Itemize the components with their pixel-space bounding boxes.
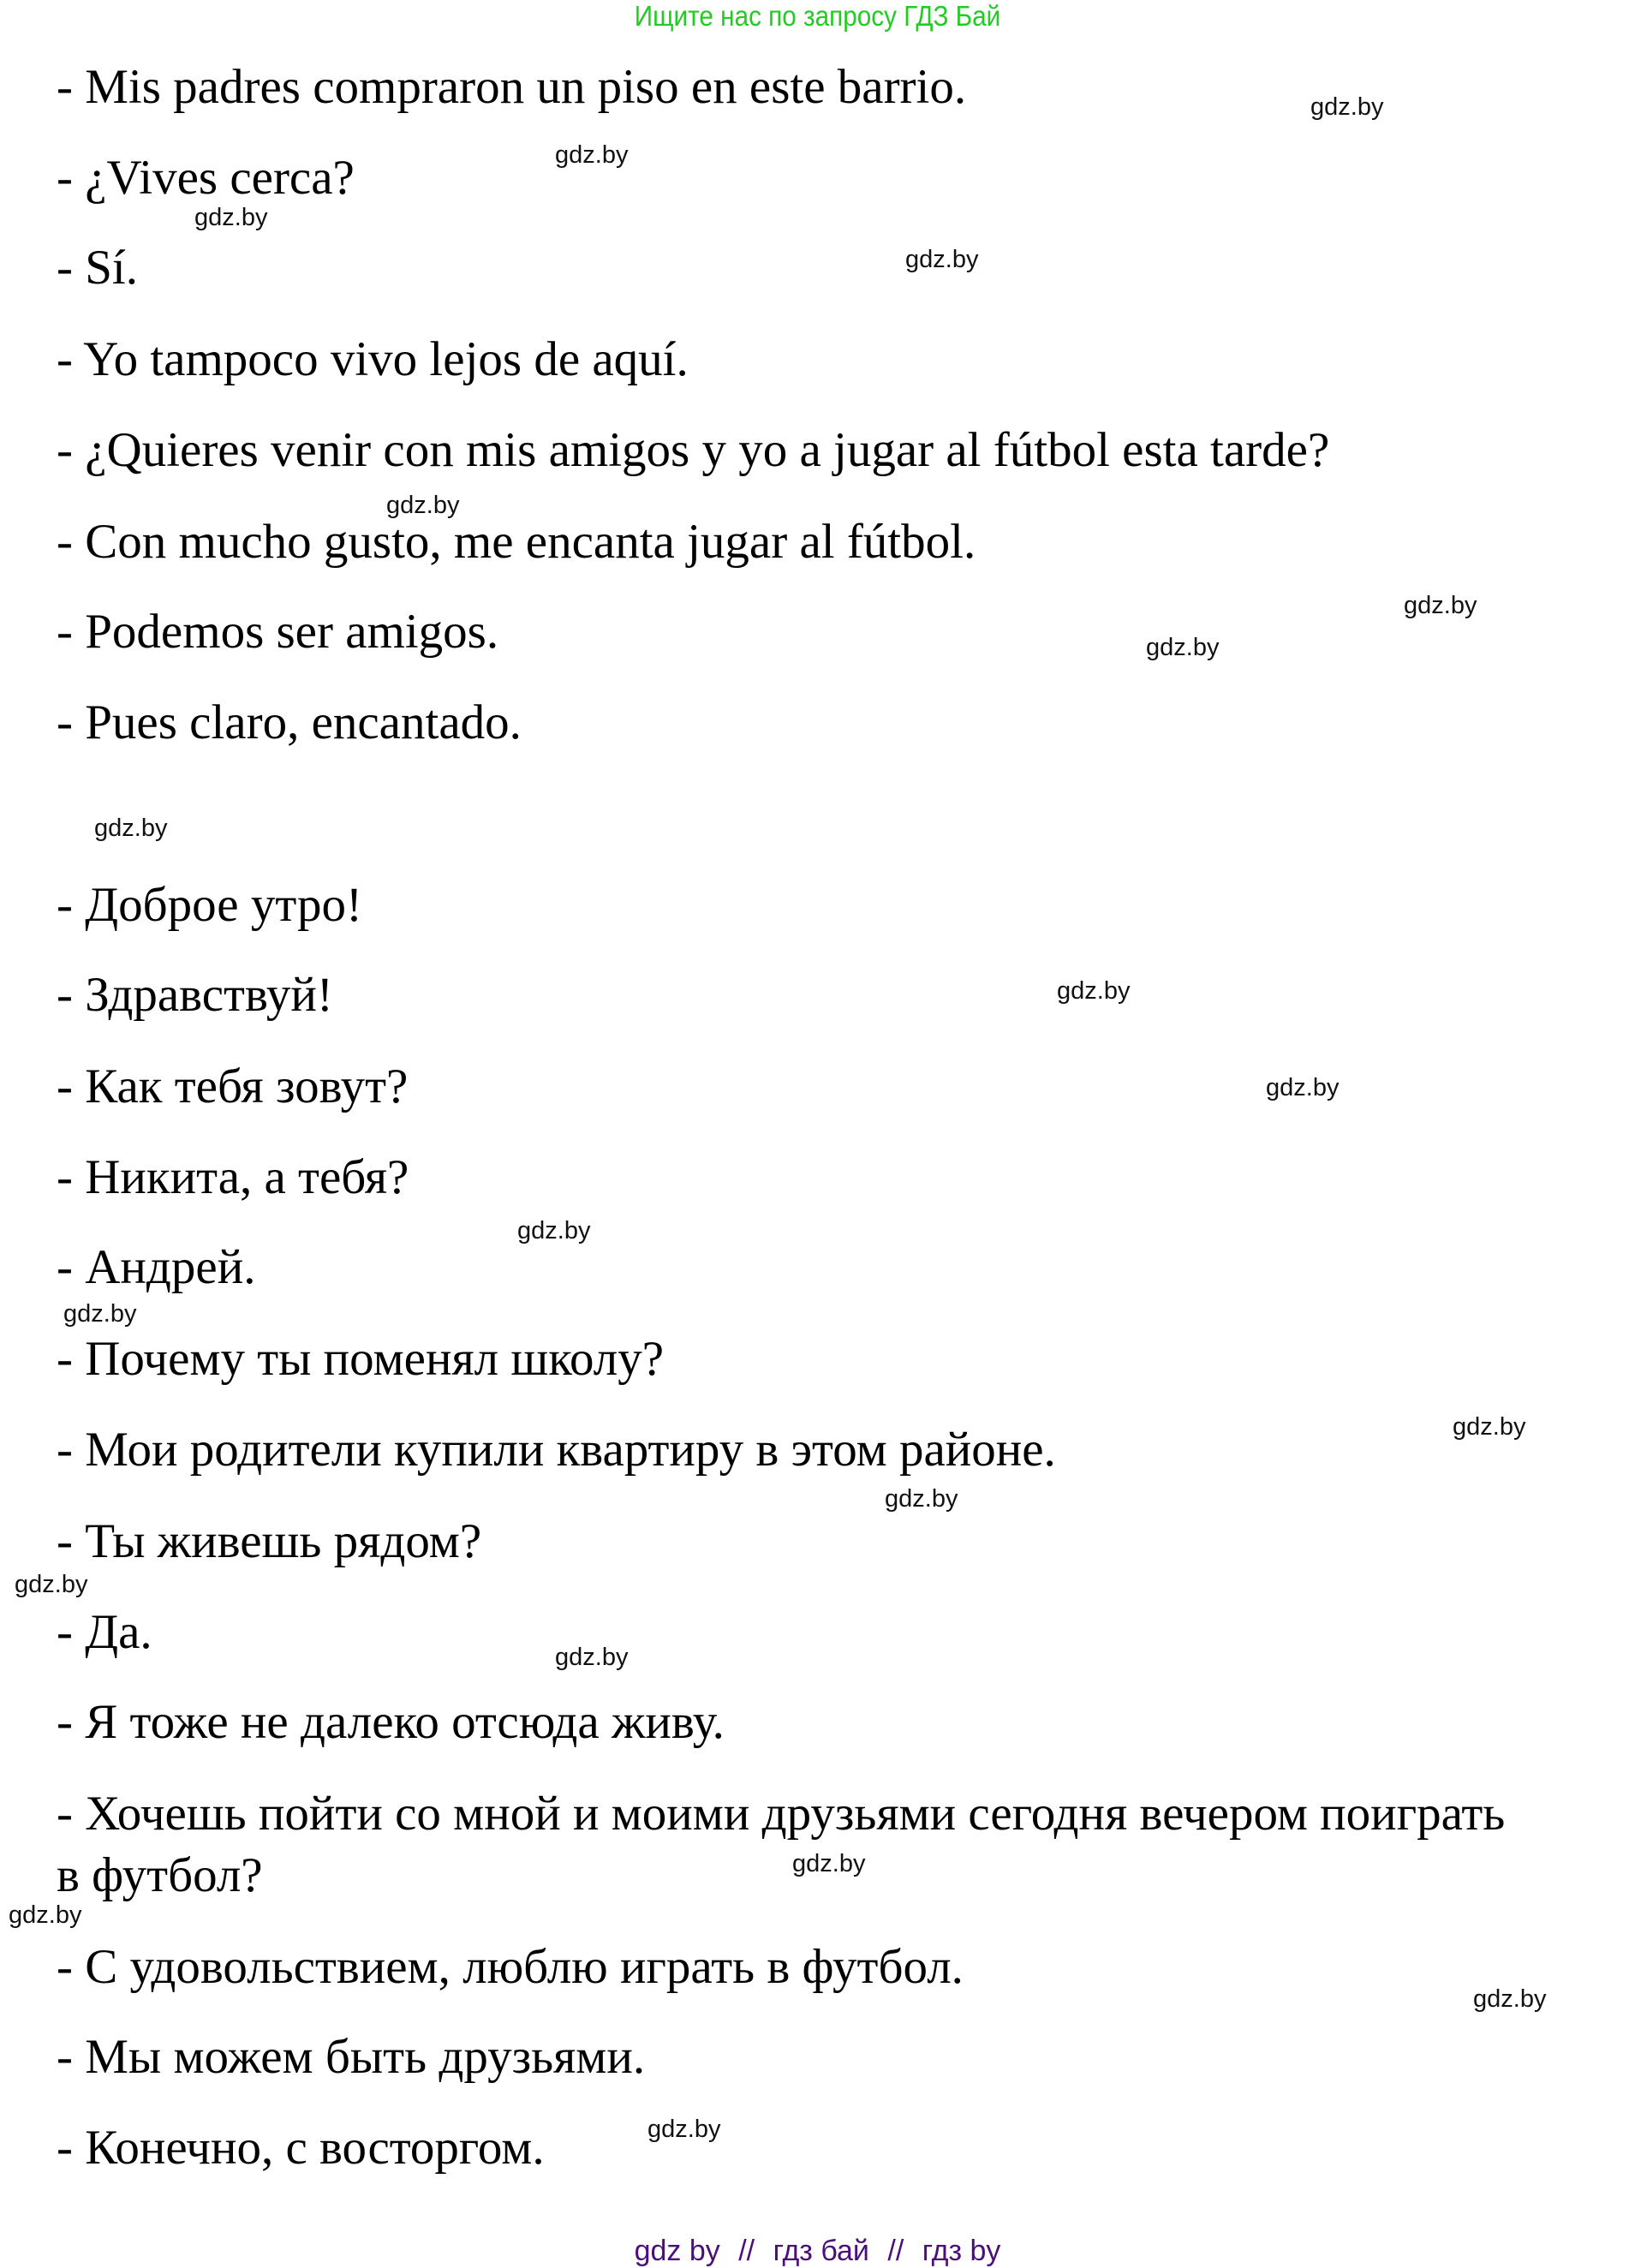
watermark: gdz.by [15,1571,88,1598]
watermark: gdz.by [386,492,460,519]
watermark: gdz.by [905,246,979,273]
watermark: gdz.by [1057,977,1131,1005]
watermark: gdz.by [885,1485,958,1513]
dialogue-line: - Никита, а тебя? [57,1150,409,1204]
dialogue-line: в футбол? [57,1848,263,1902]
search-hint-header: Ищите нас по запросу ГДЗ Бай [634,0,1001,32]
dialogue-line: - Здравствуй! [57,968,333,1022]
dialogue-line: - Как тебя зовут? [57,1059,409,1113]
watermark: gdz.by [1404,592,1477,619]
dialogue-line: - Хочешь пойти со мной и моими друзьями сегодня вечером поиграть [57,1787,1506,1841]
footer-link-gdz-by[interactable]: gdz by [634,2235,720,2267]
footer-links [0,2234,1635,2268]
watermark: gdz.by [1473,1985,1547,2013]
watermark: gdz.by [194,204,268,231]
dialogue-line: - Конечно, с восторгом. [57,2121,545,2175]
dialogue-line: - Con mucho gusto, me encanta jugar al fútbol. [57,515,976,569]
dialogue-line: - Yo tampoco vivo lejos de aquí. [57,332,689,386]
dialogue-line: - Podemos ser amigos. [57,605,499,659]
watermark: gdz.by [63,1300,137,1328]
dialogue-line: - Ты живешь рядом? [57,1514,482,1568]
dialogue-line: - Mis padres compraron un piso en este barrio. [57,60,967,114]
dialogue-line: - Да. [57,1605,152,1659]
footer-separator: // [738,2235,755,2267]
dialogue-line: - Мы можем быть друзьями. [57,2030,646,2084]
watermark: gdz.by [1310,93,1384,121]
watermark: gdz.by [792,1850,866,1877]
dialogue-line: - Мои родители купили квартиру в этом районе. [57,1423,1056,1477]
watermark: gdz.by [94,815,168,842]
dialogue-line: - Доброе утро! [57,878,362,932]
watermark: gdz.by [1266,1074,1340,1101]
watermark: gdz.by [1453,1413,1526,1441]
dialogue-line: - С удовольствием, люблю играть в футбол. [57,1940,964,1994]
dialogue-line: - Я тоже не далеко отсюда живу. [57,1695,725,1749]
footer-link-gdz-by-2[interactable]: гдз by [922,2235,1001,2267]
footer-separator: // [887,2235,904,2267]
watermark: gdz.by [555,1644,629,1671]
watermark: gdz.by [1146,634,1220,661]
dialogue-line: - ¿Vives cerca? [57,151,355,205]
watermark: gdz.by [517,1217,591,1244]
dialogue-line: - ¿Quieres venir con mis amigos y yo a jugar al fútbol esta tarde? [57,423,1330,477]
dialogue-line: - Андрей. [57,1240,256,1294]
watermark: gdz.by [647,2116,721,2143]
dialogue-line: - Почему ты поменял школу? [57,1332,665,1386]
dialogue-line: - Sí. [57,241,139,295]
watermark: gdz.by [9,1901,82,1929]
dialogue-line: - Pues claro, encantado. [57,695,522,749]
watermark: gdz.by [555,141,629,169]
footer-link-gdz-bai[interactable]: гдз бай [773,2235,869,2267]
